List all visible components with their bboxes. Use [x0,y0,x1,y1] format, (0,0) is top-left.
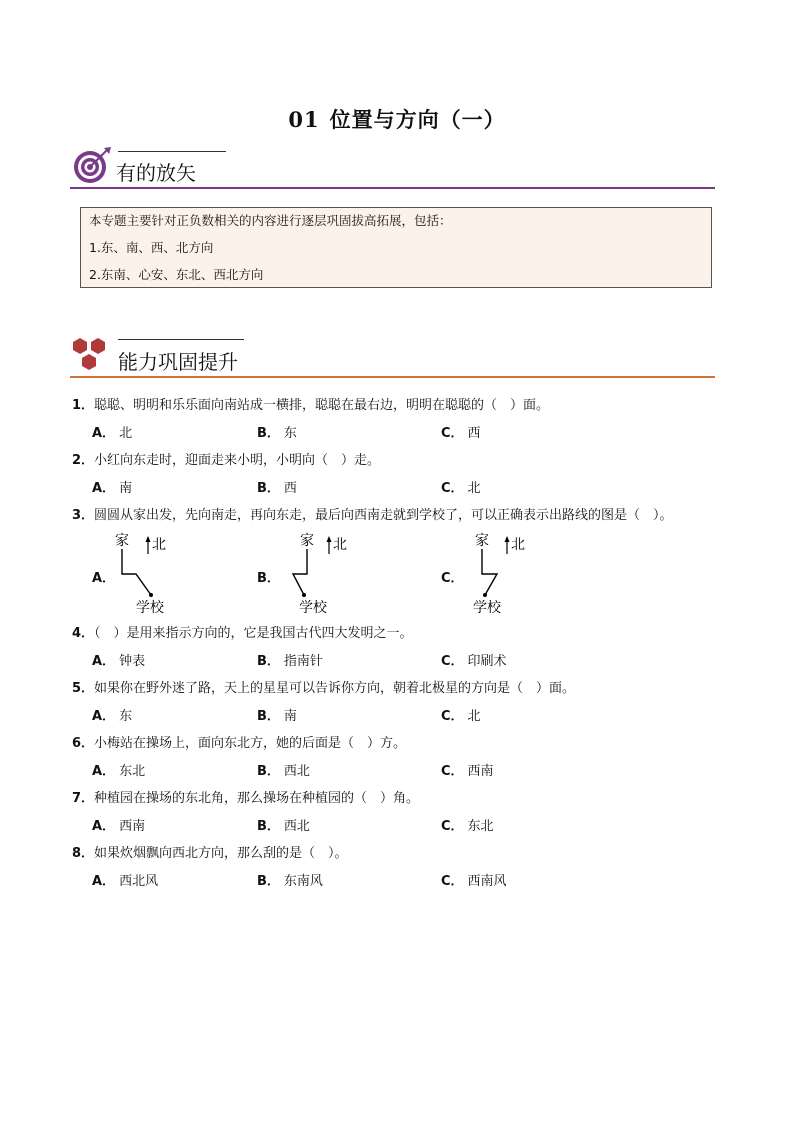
option-b[interactable] [257,873,323,891]
school-label: 学校 [136,600,164,616]
north-label: 北 [333,537,347,553]
question-number: 7． [72,791,95,806]
question-6-options [92,763,692,781]
question-text: 如果炊烟飘向西北方向，那么刮的是（ ）。 [94,846,348,861]
section-top-rule [118,151,226,152]
option-text: 指南针 [283,654,323,669]
intro-box [80,207,712,288]
question-text: 小梅站在操场上，面向东北方，她的后面是（ ）方。 [94,736,407,751]
option-label: B． [257,709,280,724]
question-8 [72,845,348,863]
section-bottom-rule [70,376,715,378]
section-bottom-rule [70,187,715,189]
option-label: C． [441,571,464,586]
option-a[interactable] [92,818,145,836]
question-1 [72,397,549,415]
option-text: 西南风 [467,874,507,889]
intro-line: 2.东南、心安、东北、西北方向 [89,267,264,282]
question-text: 聪聪、明明和乐乐面向南站成一横排，聪聪在最右边，明明在聪聪的（ ）面。 [94,398,550,413]
question-8-options [92,873,692,891]
option-b[interactable] [257,653,323,671]
option-label: B． [257,481,280,496]
question-5-options [92,708,692,726]
title-text: 位置与方向（一） [329,108,506,132]
option-label: C． [441,764,464,779]
option-c[interactable] [441,818,494,836]
question-text: 圆圆从家出发，先向南走，再向东走，最后向西南走就到学校了，可以正确表示出路线的图是（ ）。 [94,508,673,523]
option-text: 印刷术 [467,654,507,669]
hexagon-icon [70,335,114,375]
question-7-options [92,818,692,836]
option-text: 东北 [467,819,494,834]
option-text: 西北 [283,819,310,834]
question-text: 种植园在操场的东北角，那么操场在种植园的（ ）角。 [94,791,420,806]
option-text: 西 [467,426,481,441]
option-text: 南 [119,481,133,496]
question-1-options [92,425,692,443]
question-number: 2． [72,453,95,468]
option-text: 东南风 [283,874,323,889]
option-label: A． [92,819,116,834]
option-text: 西北风 [119,874,159,889]
option-text: 西北 [283,764,310,779]
option-c[interactable] [441,763,494,781]
option-label: B． [257,874,280,889]
home-label: 家 [115,533,129,549]
question-2 [72,452,380,470]
option-a[interactable] [92,763,145,781]
option-label: B． [257,819,280,834]
option-b[interactable] [257,708,297,726]
option-label: A． [92,874,116,889]
option-b[interactable] [257,480,297,498]
question-number: 1． [72,398,95,413]
section-title: 有的放矢 [116,161,196,185]
question-3-figures [92,530,592,620]
option-text: 东 [119,709,133,724]
option-label: A． [92,654,116,669]
option-text: 西南 [467,764,494,779]
option-a[interactable] [92,480,132,498]
option-b[interactable] [257,763,310,781]
page-title [0,104,794,134]
section-header-targeted [70,145,715,191]
option-b[interactable] [257,425,297,443]
section-header-ability [70,335,715,379]
option-c[interactable] [441,425,481,443]
option-label: C． [441,819,464,834]
home-label: 家 [300,533,314,549]
intro-line: 本专题主要针对正负数相关的内容进行逐层巩固拔高拓展，包括： [89,213,452,228]
option-label: B． [257,654,280,669]
question-4-options [92,653,692,671]
route-diagram-a [106,530,196,620]
option-c[interactable] [441,653,507,671]
north-label: 北 [511,537,525,553]
option-label: A． [92,709,116,724]
option-label: B． [257,571,280,586]
option-b[interactable] [257,818,310,836]
option-label: A． [92,764,116,779]
option-c[interactable] [441,708,481,726]
option-label: A． [92,426,116,441]
question-text: （ ）是用来指示方向的，它是我国古代四大发明之一。 [94,626,413,641]
option-a[interactable] [92,425,132,443]
option-label: A． [92,571,116,586]
home-label: 家 [475,533,489,549]
option-text: 南 [283,709,297,724]
target-icon [70,145,114,187]
option-text: 北 [467,481,481,496]
section-title: 能力巩固提升 [118,350,238,374]
option-label: C． [441,481,464,496]
option-label: A． [92,481,116,496]
option-label: B． [257,764,280,779]
option-text: 西南 [119,819,146,834]
option-label: C． [441,709,464,724]
question-number: 6． [72,736,95,751]
option-text: 东北 [119,764,146,779]
question-7 [72,790,419,808]
route-diagram-c [455,530,545,620]
question-4 [72,625,413,643]
option-label: C． [441,654,464,669]
question-text: 小红向东走时，迎面走来小明，小明向（ ）走。 [94,453,381,468]
option-label: B． [257,426,280,441]
question-5 [72,680,575,698]
question-3 [72,507,673,525]
section-top-rule [118,339,244,340]
question-2-options [92,480,692,498]
north-label: 北 [152,537,166,553]
question-number: 3． [72,508,95,523]
option-c[interactable] [441,480,481,498]
option-text: 东 [283,426,297,441]
option-label: C． [441,426,464,441]
title-number: 01 [288,107,320,132]
school-label: 学校 [473,600,501,616]
option-label: C． [441,874,464,889]
school-label: 学校 [299,600,327,616]
question-6 [72,735,406,753]
intro-line: 1.东、南、西、北方向 [89,240,214,255]
option-a[interactable] [92,708,132,726]
route-diagram-b [271,530,361,620]
option-a[interactable] [92,873,158,891]
option-c[interactable] [441,873,507,891]
option-text: 钟表 [119,654,146,669]
option-text: 北 [119,426,133,441]
option-text: 西 [283,481,297,496]
question-number: 5． [72,681,95,696]
option-text: 北 [467,709,481,724]
question-number: 8． [72,846,95,861]
option-a[interactable] [92,653,145,671]
question-text: 如果你在野外迷了路，天上的星星可以告诉你方向，朝着北极星的方向是（ ）面。 [94,681,576,696]
question-number: 4． [72,626,95,641]
